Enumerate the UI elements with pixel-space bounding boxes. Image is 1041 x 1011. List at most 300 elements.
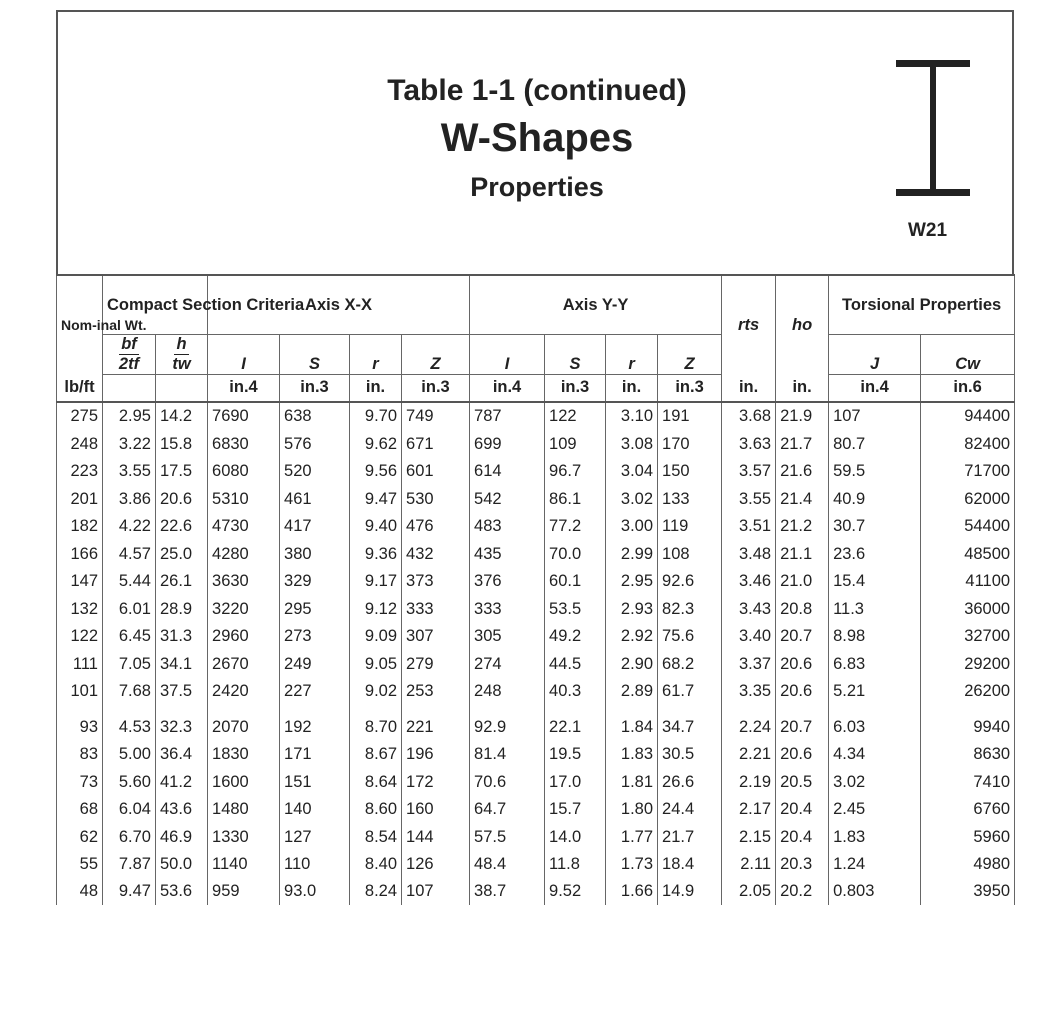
nominal-weight-cell: 248 — [57, 430, 103, 458]
h-tw-cell: 25.0 — [156, 540, 208, 568]
h-tw-cell: 20.6 — [156, 485, 208, 513]
iy-cell: 305 — [470, 623, 545, 651]
rts-cell: 3.46 — [722, 568, 776, 596]
j-cell: 5.21 — [829, 678, 921, 706]
ry-cell: 1.73 — [606, 851, 658, 879]
zy-cell: 30.5 — [658, 741, 722, 769]
header-row-units — [57, 374, 1015, 402]
2tf-label: 2tf — [118, 354, 140, 373]
sx-cell: 461 — [280, 485, 350, 513]
ry-cell: 2.99 — [606, 540, 658, 568]
sx-cell: 110 — [280, 851, 350, 879]
table-row — [57, 568, 1015, 596]
torsional-properties-header: Torsional Properties — [829, 275, 1015, 335]
j-cell: 23.6 — [829, 540, 921, 568]
rx-cell: 9.70 — [350, 402, 402, 431]
rx-cell: 8.60 — [350, 796, 402, 824]
ry-cell: 1.83 — [606, 741, 658, 769]
j-cell: 59.5 — [829, 458, 921, 486]
zy-cell: 82.3 — [658, 595, 722, 623]
zy-cell: 119 — [658, 513, 722, 541]
ry-cell: 2.92 — [606, 623, 658, 651]
bf-label: bf — [121, 335, 137, 353]
ho-cell: 20.6 — [776, 741, 829, 769]
iy-cell: 483 — [470, 513, 545, 541]
sy-cell: 49.2 — [545, 623, 606, 651]
rx-cell: 9.17 — [350, 568, 402, 596]
ry-cell: 1.80 — [606, 796, 658, 824]
ho-cell: 20.2 — [776, 878, 829, 905]
ho-cell: 21.9 — [776, 402, 829, 431]
rts-cell: 2.24 — [722, 705, 776, 741]
bf-2tf-cell: 4.53 — [103, 705, 156, 741]
nominal-weight-cell: 147 — [57, 568, 103, 596]
bf-2tf-unit — [103, 374, 156, 402]
sy-cell: 40.3 — [545, 678, 606, 706]
ho-cell: 21.0 — [776, 568, 829, 596]
j-cell: 11.3 — [829, 595, 921, 623]
ix-cell: 3630 — [208, 568, 280, 596]
ho-cell: 20.8 — [776, 595, 829, 623]
cw-cell: 4980 — [921, 851, 1015, 879]
j-cell: 1.83 — [829, 823, 921, 851]
rx-cell: 8.54 — [350, 823, 402, 851]
zy-cell: 14.9 — [658, 878, 722, 905]
ho-cell: 20.7 — [776, 705, 829, 741]
rts-cell: 3.51 — [722, 513, 776, 541]
rts-cell: 2.05 — [722, 878, 776, 905]
ho-cell: 20.4 — [776, 796, 829, 824]
zy-cell: 75.6 — [658, 623, 722, 651]
ho-cell: 20.6 — [776, 650, 829, 678]
bf-2tf-cell: 3.22 — [103, 430, 156, 458]
zy-cell: 68.2 — [658, 650, 722, 678]
iy-cell: 333 — [470, 595, 545, 623]
j-cell: 6.83 — [829, 650, 921, 678]
zx-cell: 333 — [402, 595, 470, 623]
bf-2tf-cell: 3.86 — [103, 485, 156, 513]
ry-cell: 2.89 — [606, 678, 658, 706]
ix-cell: 6080 — [208, 458, 280, 486]
j-cell: 3.02 — [829, 768, 921, 796]
table-row — [57, 705, 1015, 741]
ry-unit: in. — [606, 374, 658, 402]
j-cell: 80.7 — [829, 430, 921, 458]
ix-cell: 5310 — [208, 485, 280, 513]
sx-cell: 380 — [280, 540, 350, 568]
rts-cell: 3.37 — [722, 650, 776, 678]
rx-cell: 9.62 — [350, 430, 402, 458]
cw-header: Cw — [921, 335, 1015, 375]
ry-cell: 2.95 — [606, 568, 658, 596]
rts-cell: 3.43 — [722, 595, 776, 623]
ho-cell: 21.7 — [776, 430, 829, 458]
sx-cell: 93.0 — [280, 878, 350, 905]
cw-cell: 6760 — [921, 796, 1015, 824]
iy-cell: 38.7 — [470, 878, 545, 905]
sy-cell: 14.0 — [545, 823, 606, 851]
zy-unit: in.3 — [658, 374, 722, 402]
sx-cell: 417 — [280, 513, 350, 541]
zx-cell: 126 — [402, 851, 470, 879]
axis-yy-header: Axis Y-Y — [470, 275, 722, 335]
zx-cell: 307 — [402, 623, 470, 651]
table-row — [57, 796, 1015, 824]
ho-cell: 20.4 — [776, 823, 829, 851]
ry-cell: 3.02 — [606, 485, 658, 513]
iy-cell: 48.4 — [470, 851, 545, 879]
table-row — [57, 458, 1015, 486]
cw-cell: 5960 — [921, 823, 1015, 851]
iy-unit: in.4 — [470, 374, 545, 402]
h-tw-unit — [156, 374, 208, 402]
cw-cell: 26200 — [921, 678, 1015, 706]
nominal-weight-cell: 132 — [57, 595, 103, 623]
bf-2tf-cell: 6.45 — [103, 623, 156, 651]
zy-cell: 133 — [658, 485, 722, 513]
nominal-weight-header: Nom-inal Wt. — [57, 275, 103, 374]
ho-cell: 21.2 — [776, 513, 829, 541]
ix-cell: 1140 — [208, 851, 280, 879]
ix-cell: 1830 — [208, 741, 280, 769]
cw-cell: 32700 — [921, 623, 1015, 651]
ry-cell: 1.77 — [606, 823, 658, 851]
nominal-weight-cell: 48 — [57, 878, 103, 905]
sy-cell: 53.5 — [545, 595, 606, 623]
header-row-groups — [57, 275, 1015, 335]
tw-label: tw — [172, 354, 191, 373]
h-tw-cell: 32.3 — [156, 705, 208, 741]
sx-unit: in.3 — [280, 374, 350, 402]
zy-cell: 61.7 — [658, 678, 722, 706]
cw-cell: 94400 — [921, 402, 1015, 431]
ix-cell: 2420 — [208, 678, 280, 706]
zy-cell: 26.6 — [658, 768, 722, 796]
nominal-weight-cell: 68 — [57, 796, 103, 824]
table-row — [57, 513, 1015, 541]
j-cell: 6.03 — [829, 705, 921, 741]
rx-cell: 9.36 — [350, 540, 402, 568]
rx-cell: 8.67 — [350, 741, 402, 769]
ry-cell: 3.08 — [606, 430, 658, 458]
rts-unit: in. — [722, 374, 776, 402]
ix-cell: 1480 — [208, 796, 280, 824]
table-number-title: Table 1-1 (continued) — [387, 74, 687, 107]
cw-cell: 62000 — [921, 485, 1015, 513]
rx-cell: 9.12 — [350, 595, 402, 623]
zx-cell: 601 — [402, 458, 470, 486]
iy-cell: 92.9 — [470, 705, 545, 741]
j-header: J — [829, 335, 921, 375]
rx-cell: 9.40 — [350, 513, 402, 541]
cw-cell: 8630 — [921, 741, 1015, 769]
sy-cell: 96.7 — [545, 458, 606, 486]
sy-header: S — [545, 335, 606, 375]
sy-cell: 19.5 — [545, 741, 606, 769]
iy-cell: 248 — [470, 678, 545, 706]
sx-cell: 520 — [280, 458, 350, 486]
h-tw-header — [156, 335, 208, 375]
ix-cell: 2670 — [208, 650, 280, 678]
sx-cell: 638 — [280, 402, 350, 431]
zx-cell: 476 — [402, 513, 470, 541]
table-row — [57, 623, 1015, 651]
bf-2tf-cell: 5.44 — [103, 568, 156, 596]
h-tw-cell: 15.8 — [156, 430, 208, 458]
iy-cell: 614 — [470, 458, 545, 486]
zx-cell: 144 — [402, 823, 470, 851]
zx-cell: 373 — [402, 568, 470, 596]
rts-header: rts — [722, 275, 776, 374]
ry-cell: 2.90 — [606, 650, 658, 678]
rx-cell: 8.70 — [350, 705, 402, 741]
nominal-weight-cell: 122 — [57, 623, 103, 651]
ho-header: ho — [776, 275, 829, 374]
sx-header: S — [280, 335, 350, 375]
title-frame — [56, 10, 1014, 274]
zy-cell: 18.4 — [658, 851, 722, 879]
properties-table — [56, 274, 1015, 905]
cw-cell: 7410 — [921, 768, 1015, 796]
bf-2tf-cell: 6.70 — [103, 823, 156, 851]
table-row — [57, 678, 1015, 706]
zx-cell: 107 — [402, 878, 470, 905]
ix-cell: 1330 — [208, 823, 280, 851]
ry-cell: 3.00 — [606, 513, 658, 541]
nominal-weight-cell: 101 — [57, 678, 103, 706]
h-tw-cell: 43.6 — [156, 796, 208, 824]
sy-cell: 122 — [545, 402, 606, 431]
bf-2tf-cell: 7.05 — [103, 650, 156, 678]
h-tw-cell: 46.9 — [156, 823, 208, 851]
cw-unit: in.6 — [921, 374, 1015, 402]
ix-cell: 3220 — [208, 595, 280, 623]
sx-cell: 295 — [280, 595, 350, 623]
zy-cell: 108 — [658, 540, 722, 568]
j-cell: 4.34 — [829, 741, 921, 769]
sy-unit: in.3 — [545, 374, 606, 402]
h-tw-cell: 53.6 — [156, 878, 208, 905]
table-row — [57, 823, 1015, 851]
zx-cell: 530 — [402, 485, 470, 513]
rts-cell: 2.21 — [722, 741, 776, 769]
sy-cell: 15.7 — [545, 796, 606, 824]
sx-cell: 171 — [280, 741, 350, 769]
zx-header: Z — [402, 335, 470, 375]
cw-cell: 9940 — [921, 705, 1015, 741]
rx-cell: 8.24 — [350, 878, 402, 905]
table-row — [57, 485, 1015, 513]
sx-cell: 273 — [280, 623, 350, 651]
bf-2tf-cell: 5.60 — [103, 768, 156, 796]
h-tw-cell: 14.2 — [156, 402, 208, 431]
iy-cell: 542 — [470, 485, 545, 513]
table-row — [57, 768, 1015, 796]
iy-cell: 64.7 — [470, 796, 545, 824]
j-cell: 107 — [829, 402, 921, 431]
ix-cell: 2960 — [208, 623, 280, 651]
ry-cell: 1.84 — [606, 705, 658, 741]
bf-2tf-cell: 9.47 — [103, 878, 156, 905]
ix-cell: 7690 — [208, 402, 280, 431]
header-row-symbols — [57, 335, 1015, 375]
zx-cell: 221 — [402, 705, 470, 741]
cw-cell: 71700 — [921, 458, 1015, 486]
h-tw-cell: 41.2 — [156, 768, 208, 796]
cw-cell: 54400 — [921, 513, 1015, 541]
sx-cell: 227 — [280, 678, 350, 706]
sy-cell: 9.52 — [545, 878, 606, 905]
sy-cell: 11.8 — [545, 851, 606, 879]
iy-cell: 81.4 — [470, 741, 545, 769]
sx-cell: 329 — [280, 568, 350, 596]
h-tw-cell: 37.5 — [156, 678, 208, 706]
ix-cell: 2070 — [208, 705, 280, 741]
ix-cell: 1600 — [208, 768, 280, 796]
h-tw-cell: 22.6 — [156, 513, 208, 541]
table-body — [57, 402, 1015, 906]
ho-cell: 20.6 — [776, 678, 829, 706]
ix-unit: in.4 — [208, 374, 280, 402]
bf-2tf-cell: 5.00 — [103, 741, 156, 769]
h-tw-cell: 17.5 — [156, 458, 208, 486]
j-cell: 15.4 — [829, 568, 921, 596]
j-cell: 40.9 — [829, 485, 921, 513]
h-label: h — [176, 335, 187, 353]
j-cell: 0.803 — [829, 878, 921, 905]
zx-cell: 172 — [402, 768, 470, 796]
sy-cell: 109 — [545, 430, 606, 458]
ho-cell: 20.7 — [776, 623, 829, 651]
zx-cell: 432 — [402, 540, 470, 568]
rx-cell: 9.09 — [350, 623, 402, 651]
bf-2tf-cell: 6.01 — [103, 595, 156, 623]
h-tw-cell: 26.1 — [156, 568, 208, 596]
rts-cell: 2.11 — [722, 851, 776, 879]
bf-2tf-cell: 3.55 — [103, 458, 156, 486]
nominal-weight-cell: 83 — [57, 741, 103, 769]
table-row — [57, 595, 1015, 623]
rx-header: r — [350, 335, 402, 375]
j-cell: 2.45 — [829, 796, 921, 824]
j-unit: in.4 — [829, 374, 921, 402]
h-tw-cell: 31.3 — [156, 623, 208, 651]
sy-cell: 77.2 — [545, 513, 606, 541]
zy-cell: 150 — [658, 458, 722, 486]
rts-cell: 3.40 — [722, 623, 776, 651]
ix-cell: 6830 — [208, 430, 280, 458]
cw-cell: 36000 — [921, 595, 1015, 623]
ho-cell: 21.6 — [776, 458, 829, 486]
nominal-weight-cell: 62 — [57, 823, 103, 851]
zx-cell: 279 — [402, 650, 470, 678]
j-cell: 1.24 — [829, 851, 921, 879]
iy-cell: 70.6 — [470, 768, 545, 796]
ho-unit: in. — [776, 374, 829, 402]
zy-cell: 21.7 — [658, 823, 722, 851]
nominal-weight-cell: 55 — [57, 851, 103, 879]
table-row — [57, 402, 1015, 431]
sx-cell: 576 — [280, 430, 350, 458]
rts-cell: 2.15 — [722, 823, 776, 851]
zx-cell: 253 — [402, 678, 470, 706]
rx-cell: 9.56 — [350, 458, 402, 486]
properties-subtitle: Properties — [470, 172, 604, 202]
rts-cell: 2.19 — [722, 768, 776, 796]
ix-cell: 959 — [208, 878, 280, 905]
nominal-weight-cell: 275 — [57, 402, 103, 431]
rts-cell: 3.57 — [722, 458, 776, 486]
iy-cell: 699 — [470, 430, 545, 458]
cw-cell: 82400 — [921, 430, 1015, 458]
bf-2tf-cell: 7.87 — [103, 851, 156, 879]
ho-cell: 21.4 — [776, 485, 829, 513]
bf-2tf-cell: 7.68 — [103, 678, 156, 706]
rx-cell: 9.02 — [350, 678, 402, 706]
sx-cell: 127 — [280, 823, 350, 851]
iy-cell: 787 — [470, 402, 545, 431]
ry-header: r — [606, 335, 658, 375]
i-beam-icon — [896, 52, 970, 208]
zy-cell: 92.6 — [658, 568, 722, 596]
iy-cell: 376 — [470, 568, 545, 596]
ry-cell: 2.93 — [606, 595, 658, 623]
rts-cell: 3.55 — [722, 485, 776, 513]
rx-unit: in. — [350, 374, 402, 402]
ry-cell: 1.66 — [606, 878, 658, 905]
compact-section-header: Compact Section Criteria — [103, 275, 208, 335]
table-row — [57, 878, 1015, 905]
nominal-weight-cell: 73 — [57, 768, 103, 796]
rts-cell: 3.48 — [722, 540, 776, 568]
wt-unit: lb/ft — [57, 374, 103, 402]
ry-cell: 1.81 — [606, 768, 658, 796]
sy-cell: 60.1 — [545, 568, 606, 596]
zx-cell: 749 — [402, 402, 470, 431]
ho-cell: 21.1 — [776, 540, 829, 568]
cw-cell: 3950 — [921, 878, 1015, 905]
zx-unit: in.3 — [402, 374, 470, 402]
rts-cell: 2.17 — [722, 796, 776, 824]
zy-cell: 170 — [658, 430, 722, 458]
rx-cell: 8.64 — [350, 768, 402, 796]
sy-cell: 44.5 — [545, 650, 606, 678]
table-row — [57, 851, 1015, 879]
zy-header: Z — [658, 335, 722, 375]
iy-cell: 435 — [470, 540, 545, 568]
zx-cell: 160 — [402, 796, 470, 824]
sx-cell: 249 — [280, 650, 350, 678]
shape-designation: W21 — [908, 220, 948, 241]
table-row — [57, 741, 1015, 769]
table-row — [57, 650, 1015, 678]
j-cell: 30.7 — [829, 513, 921, 541]
ix-cell: 4730 — [208, 513, 280, 541]
nominal-weight-cell: 93 — [57, 705, 103, 741]
ry-cell: 3.04 — [606, 458, 658, 486]
ix-cell: 4280 — [208, 540, 280, 568]
sy-cell: 70.0 — [545, 540, 606, 568]
nominal-weight-cell: 201 — [57, 485, 103, 513]
cw-cell: 41100 — [921, 568, 1015, 596]
bf-2tf-cell: 6.04 — [103, 796, 156, 824]
zx-cell: 671 — [402, 430, 470, 458]
iy-cell: 274 — [470, 650, 545, 678]
bf-2tf-cell: 4.57 — [103, 540, 156, 568]
rts-cell: 3.63 — [722, 430, 776, 458]
iy-header: I — [470, 335, 545, 375]
cw-cell: 48500 — [921, 540, 1015, 568]
